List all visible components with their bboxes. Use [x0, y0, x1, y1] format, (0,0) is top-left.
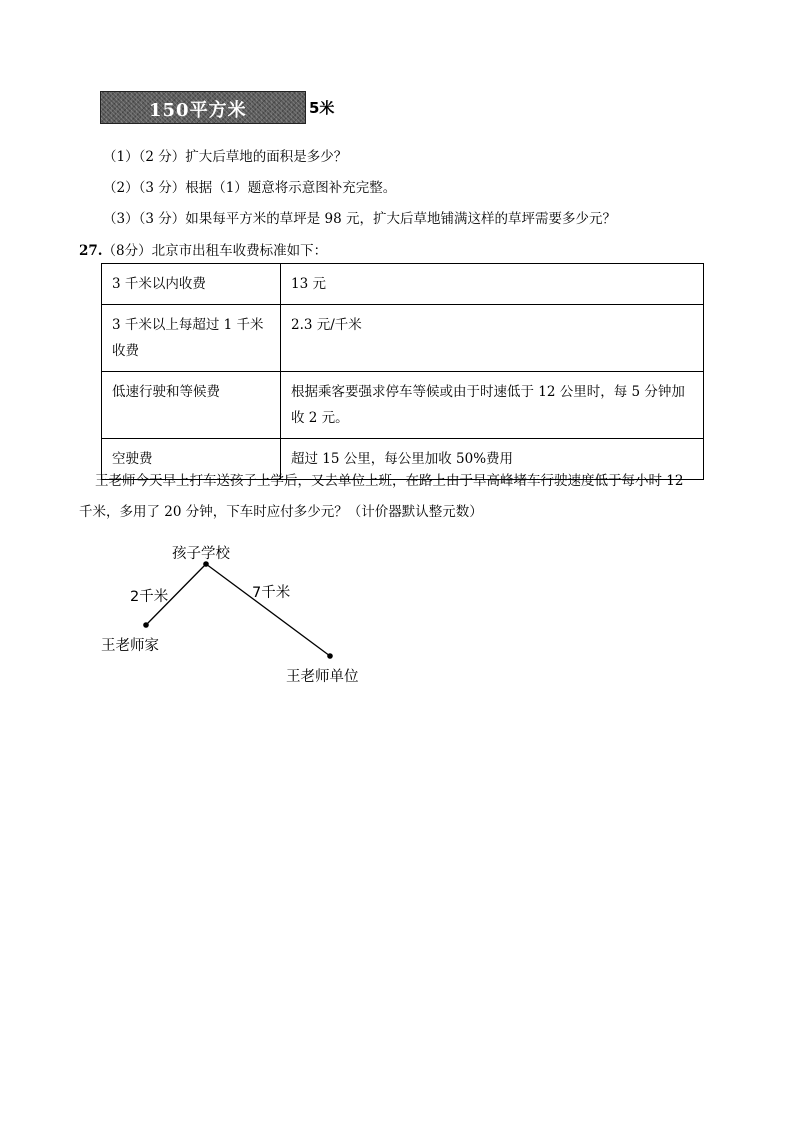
school-label: 孩子学校 [172, 546, 230, 562]
side-length-label: 5米 [309, 99, 335, 117]
table-cell: 空驶费 [102, 439, 281, 480]
school-work-line [206, 564, 330, 656]
home-label: 王老师家 [101, 638, 159, 654]
table-cell: 2.3 元/千米 [281, 305, 704, 372]
table-cell: 低速行驶和等候费 [102, 372, 281, 439]
table-cell: 3 千米以上每超过 1 千米收费 [102, 305, 281, 372]
distance-home-school: 2千米 [130, 589, 169, 605]
table-cell: 13 元 [281, 264, 704, 305]
work-point [327, 653, 333, 659]
work-label: 王老师单位 [286, 669, 359, 685]
question-3: （3）（3 分）如果每平方米的草坪是 98 元，扩大后草地铺满这样的草坪需要多少元？ [103, 211, 616, 227]
home-point [143, 622, 149, 628]
question-number: 27. [79, 243, 103, 259]
question-27-title: （8分）北京市出租车收费标准如下： [102, 243, 328, 259]
distance-school-work: 7千米 [252, 585, 291, 601]
table-cell: 超过 15 公里，每公里加收 50%费用 [281, 439, 704, 480]
area-label: 150平方米 [149, 100, 247, 121]
story-line-1: 王老师今天早上打车送孩子上学后，又去单位上班，在路上由于早高峰堵车行驶速度低于每小时 12 [95, 473, 684, 489]
question-2: （2）（3 分）根据（1）题意将示意图补充完整。 [103, 180, 397, 196]
table-cell: 根据乘客要强求停车等候或由于时速低于 12 公里时，每 5 分钟加收 2 元。 [281, 372, 704, 439]
question-1: （1）（2 分）扩大后草地的面积是多少？ [103, 149, 348, 165]
story-line-2: 千米，多用了 20 分钟，下车时应付多少元？（计价器默认整元数） [79, 504, 483, 520]
table-cell: 3 千米以内收费 [102, 264, 281, 305]
